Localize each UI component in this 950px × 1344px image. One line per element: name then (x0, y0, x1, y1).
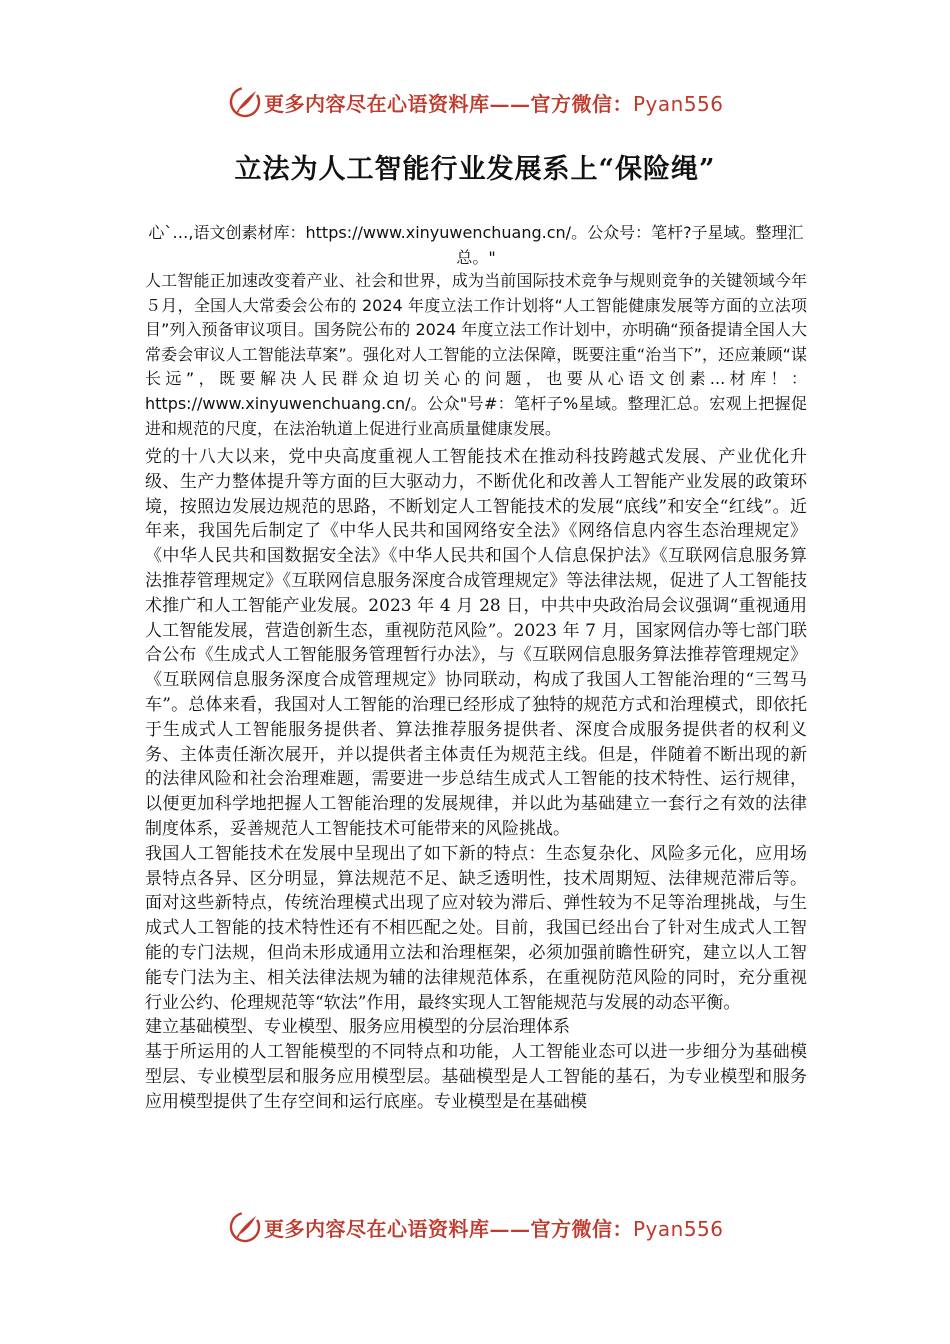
banner-text: 更多内容尽在心语资料库——官方微信：Pyan556 (264, 91, 724, 116)
body-paragraph: 我国人工智能技术在发展中呈现出了如下新的特点：生态复杂化、风险多元化，应用场景特点各异、区分明显，算法规范不足、缺乏透明性，技术周期短、法律规范滞后等。面对这些新特点，传统治理模式出现了应对较为滞后、弹性较为不足等治理挑战，与生成式人工智能的技术特性还有不相匹配之处。目前，我国已经出台了针对生成式人工智能的专门法规，但尚未形成通用立法和治理框架，必须加强前瞻性研究，建立以人工智能专门法为主、相关法律法规为辅的法律规范体系，在重视防范风险的同时，充分重视行业公约、伦理规范等“软法”作用，最终实现人工智能规范与发展的动态平衡。 (145, 843, 807, 1013)
intro-note: 心`…,语文创素材库：https://www.xinyuwenchuang.cn/。公众号：笔杆?子星域。整理汇总。" (148, 223, 804, 267)
header-banner[interactable] (228, 82, 728, 122)
footer-banner[interactable] (228, 1207, 728, 1247)
document-title: 立法为人工智能行业发展系上“保险绳” (234, 154, 716, 185)
pen-quill-logo-icon (228, 85, 262, 119)
banner-text: 更多内容尽在心语资料库——官方微信：Pyan556 (264, 1216, 724, 1241)
article-body (145, 445, 807, 1115)
body-paragraph: 基于所运用的人工智能模型的不同特点和功能，人工智能业态可以进一步细分为基础模型层、专业模型层和服务应用模型层。基础模型是人工智能的基石，为专业模型和服务应用模型提供了生存空间和运行底座。专业模型是在基础模 (145, 1042, 807, 1112)
section-heading: 建立基础模型、专业模型、服务应用模型的分层治理体系 (145, 1017, 570, 1038)
pen-quill-logo-icon (228, 1210, 262, 1244)
body-paragraph: 党的十八大以来，党中央高度重视人工智能技术在推动科技跨越式发展、产业优化升级、生产力整体提升等方面的巨大驱动力，不断优化和改善人工智能产业发展的政策环境，按照边发展边规范的思路，不断划定人工智能技术的发展“底线”和安全“红线”。近年来，我国先后制定了《中华人民共和国网络安全法》《网络信息内容生态治理规定》《中华人民共和国数据安全法》《中华人民共和国个人信息保护法》《互联网信息服务算法推荐管理规定》《互联网信息服务深度合成管理规定》等法律法规，促进了人工智能技术推广和人工智能产业发展。2023 年 4 月 28 日，中共中央政治局会议强调“重视通用人工智能发展，营造创新生态，重视防范风险”。2023 年 7 月，国家网信办等七部门联合公布《生成式人工智能服务管理暂行办法》，与《互联网信息服务算法推荐管理规定》《互联网信息服务深度合成管理规定》协同联动，构成了我国人工智能治理的“三驾马车”。总体来看，我国对人工智能的治理已经形成了独特的规范方式和治理模式，即依托于生成式人工智能服务提供者、算法推荐服务提供者、深度合成服务提供者的权利义务、主体责任渐次展开，并以提供者主体责任为规范主线。但是，伴随着不断出现的新的法律风险和社会治理难题，需要进一步总结生成式人工智能的技术特性、运行规律，以便更加科学地把握人工智能治理的发展规律，并以此为基础建立一套行之有效的法律制度体系，妥善规范人工智能技术可能带来的风险挑战。 (145, 447, 807, 839)
lead-paragraph: 人工智能正加速改变着产业、社会和世界，成为当前国际技术竞争与规则竞争的关键领域今年５月，全国人大常委会公布的 2024 年度立法工作计划将“人工智能健康发展等方面的立法项目”列入预备审议项目。国务院公布的 2024 年度立法工作计划中，亦明确“预备提请全国人大常委会审议人工智能法草案”。强化对人工智能的立法保障，既要注重“治当下”，还应兼顾“谋长远”，既要解决人民群众迫切关心的问题，也要从心语文创素...材库！：https://www.xinyuwenchuang.cn/。公众"号#：笔杆子%星域。整理汇总。宏观上把握促进和规范的尺度，在法治轨道上促进行业高质量健康发展。 (145, 271, 807, 438)
